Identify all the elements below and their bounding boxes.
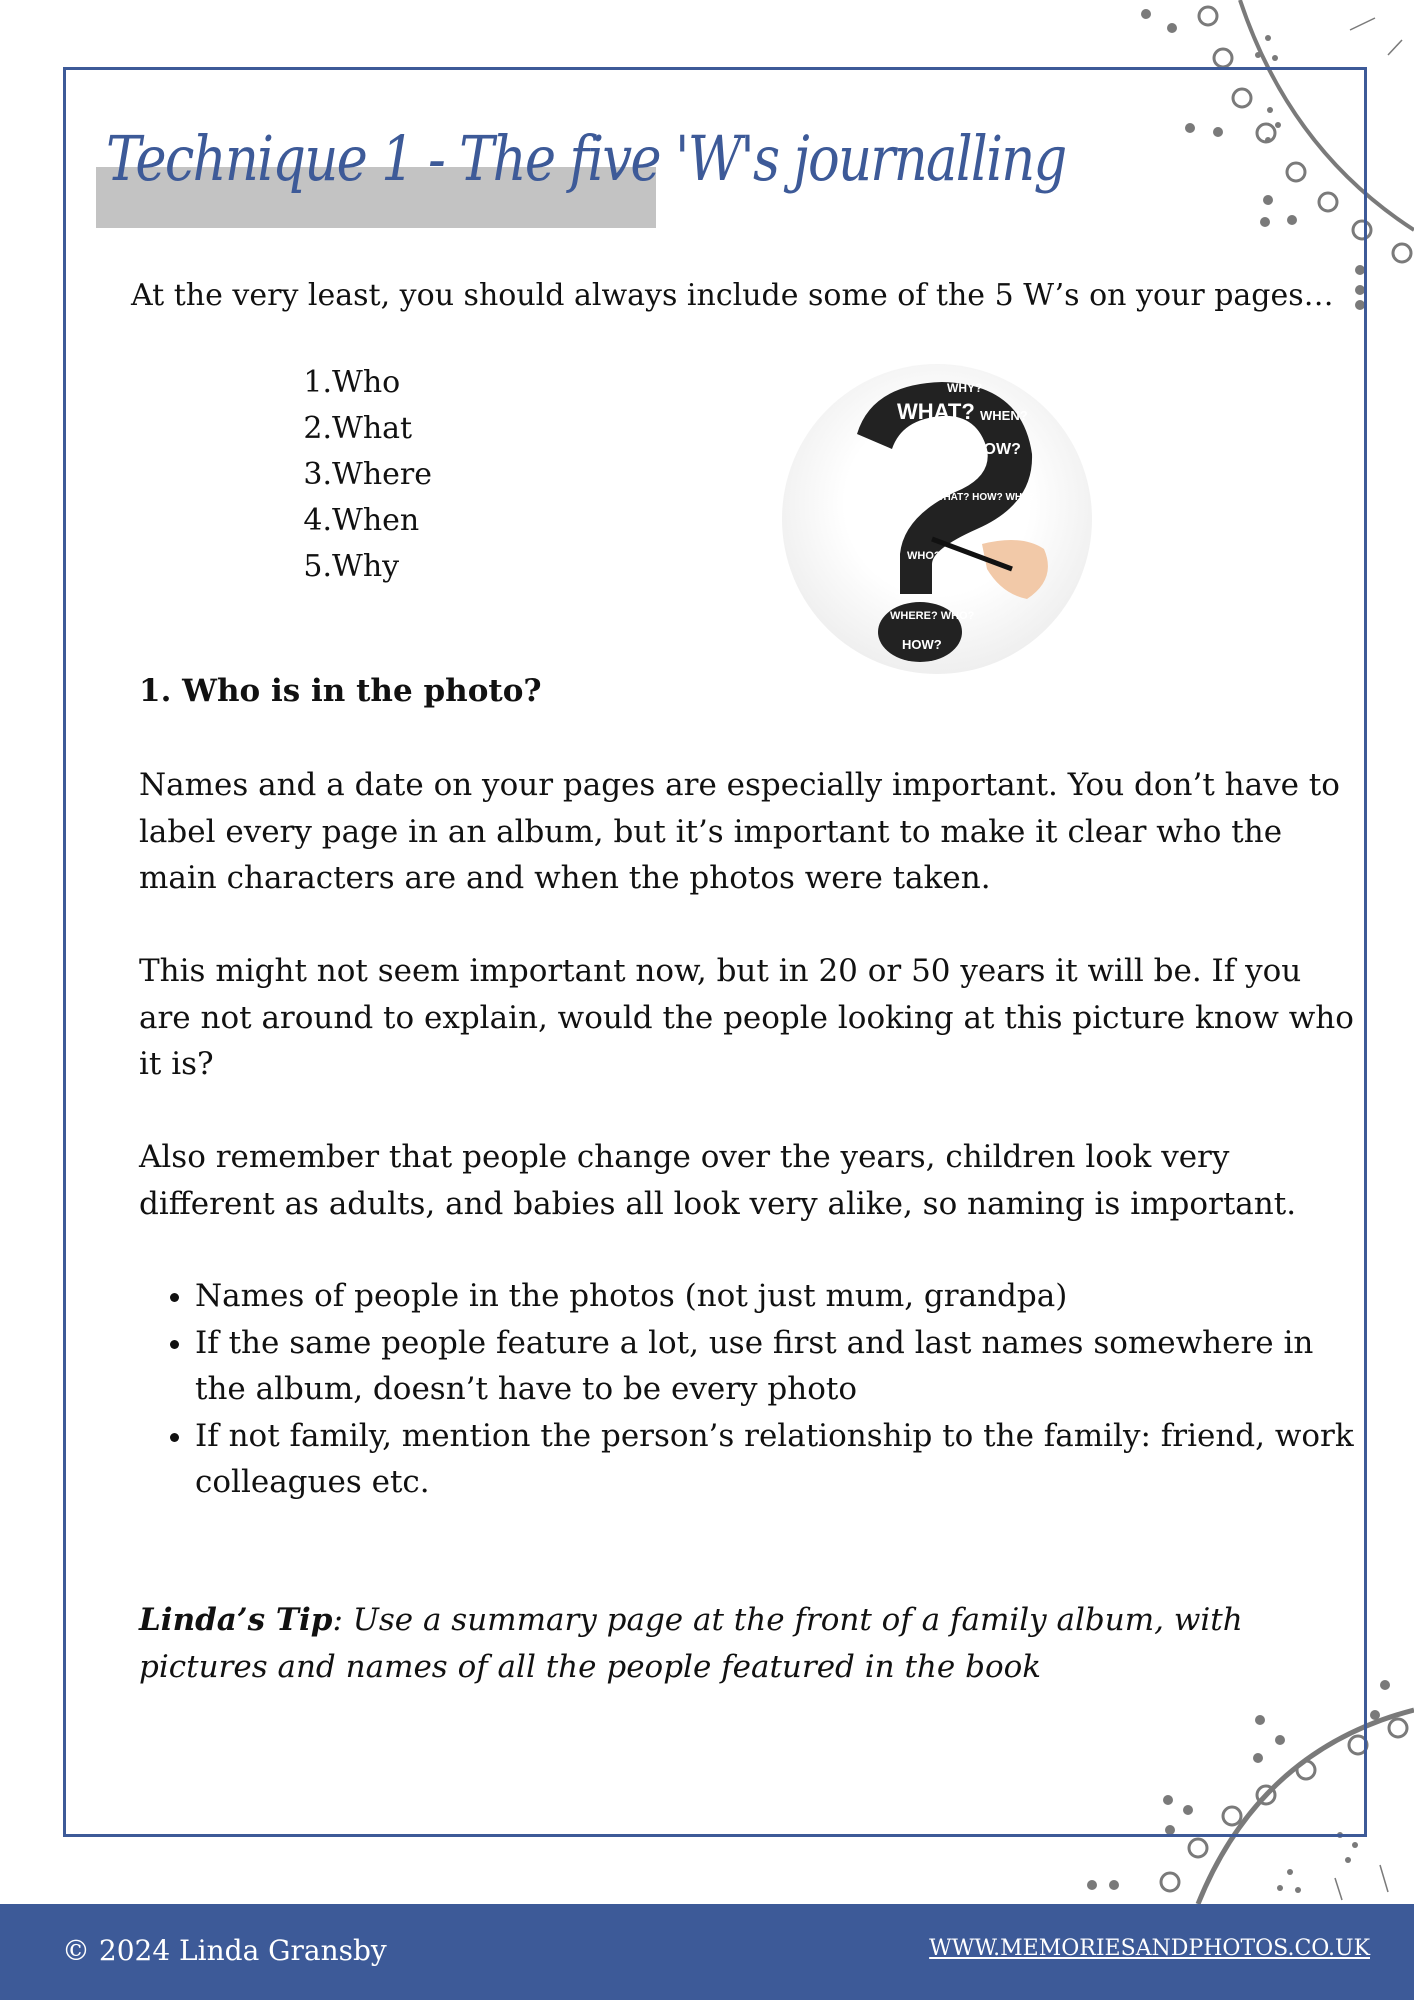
word-what-how-why: WHAT? HOW? WHY?: [934, 492, 1035, 503]
word-how: HOW?: [972, 441, 1021, 458]
bullet-item: • If not family, mention the person’s relationship to the family: friend, work colleagues etc.: [195, 1413, 1355, 1506]
word-who: WHO?: [907, 550, 941, 562]
question-mark-word-cloud-image: [782, 364, 1092, 674]
section-heading: 1. Who is in the photo?: [139, 673, 542, 709]
website-link[interactable]: WWW.MEMORIESANDPHOTOS.CO.UK: [929, 1936, 1370, 1961]
linda-tip: [139, 1597, 1359, 1690]
bullet-list: [195, 1273, 1355, 1506]
paragraph: This might not seem important now, but in 20 or 50 years it will be. If you are not around to explain, would the people looking at this picture know who it is?: [139, 953, 1354, 1082]
word-why: WHY?: [947, 381, 983, 395]
bullet-item: • If the same people feature a lot, use first and last names somewhere in the album, doesn’t have to be every photo: [195, 1320, 1355, 1413]
bullet-item: • Names of people in the photos (not just mum, grandpa): [195, 1273, 1355, 1320]
page-title: Technique 1 - The five 'W's journalling: [106, 122, 1066, 195]
footer: [0, 1904, 1414, 2000]
tip-label: Linda’s Tip: [139, 1602, 333, 1638]
intro-text: At the very least, you should always include some of the 5 W’s on your pages…: [131, 278, 1334, 313]
paragraph: Names and a date on your pages are especially important. You don’t have to label every page in an album, but it’s important to make it clear who the main characters are and when the photos were taken.: [139, 767, 1340, 896]
list-item: 2.What: [303, 411, 413, 446]
list-item: 1.Who: [303, 365, 401, 400]
list-item: 5.Why: [303, 549, 400, 584]
copyright: © 2024 Linda Gransby: [62, 1934, 387, 1967]
list-item: 3.Where: [303, 457, 433, 492]
word-where-who: WHERE? WHO?: [890, 610, 975, 622]
word-when: WHEN?: [980, 408, 1028, 423]
five-ws-list: [300, 360, 432, 590]
word-what: WHAT?: [897, 399, 975, 424]
word-how-bottom: HOW?: [902, 637, 942, 652]
paragraph: Also remember that people change over the years, children look very different as adults, and babies all look very alike, so naming is important.: [139, 1139, 1297, 1222]
list-item: 4.When: [303, 503, 420, 538]
tip-text: : Use a summary page at the front of a family album, with pictures and names of all the people featured in the book: [139, 1602, 1243, 1685]
